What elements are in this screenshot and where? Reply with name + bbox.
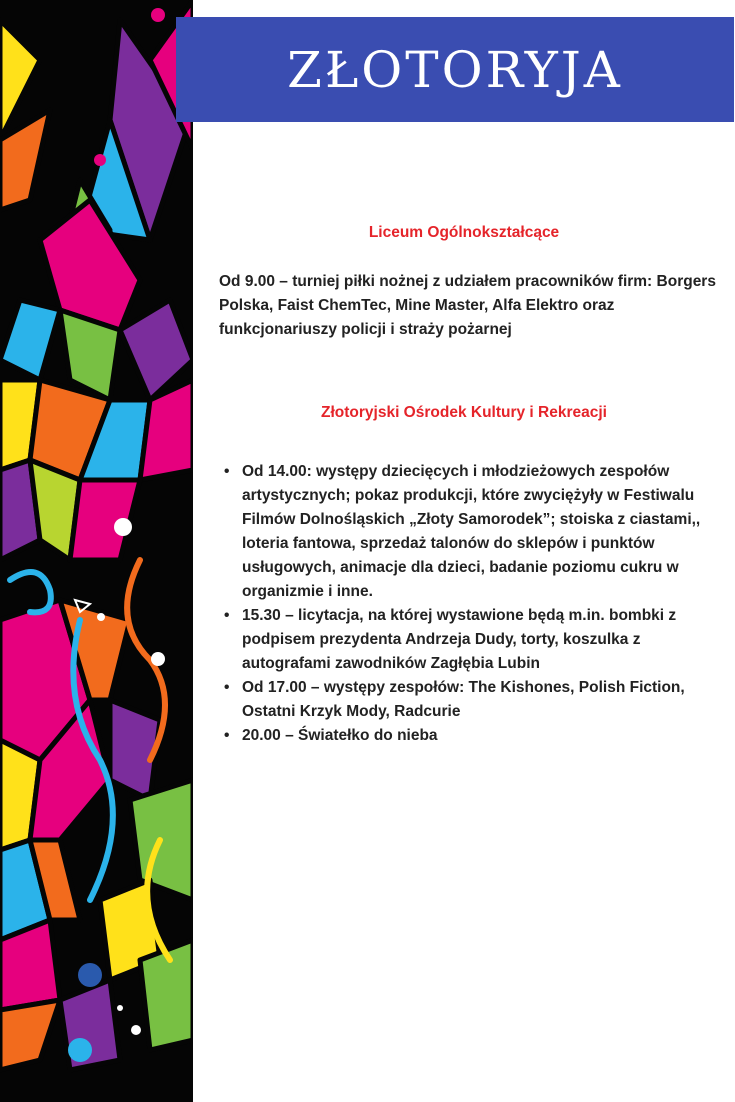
event-list xyxy=(222,460,732,748)
list-item: • 15.30 – licytacja, na której wystawione będą m.in. bombki z podpisem prezydenta Andrzeja Dudy, torty, koszulka z autografami zawodników Zagłębia Lubin xyxy=(242,604,732,676)
list-item: • 20.00 – Światełko do nieba xyxy=(242,724,732,748)
section-heading-zokir: Złotoryjski Ośrodek Kultury i Rekreacji xyxy=(321,404,607,421)
section-heading-liceum: Liceum Ogólnokształcące xyxy=(368,224,560,241)
decorative-stained-glass-art xyxy=(0,0,193,1102)
page-title: ZŁOTORYJA xyxy=(287,40,623,99)
header-banner xyxy=(176,17,734,122)
list-item: • Od 17.00 – występy zespołów: The Kishones, Polish Fiction, Ostatni Krzyk Mody, Radcurie xyxy=(242,676,732,724)
section-text-liceum: Od 9.00 – turniej piłki nożnej z udziałem pracowników firm: Borgers Polska, Faist ChemTec, Mine Master, Alfa Elektro oraz funkcjonariuszy policji i straży pożarnej xyxy=(219,273,716,338)
list-item: • Od 14.00: występy dziecięcych i młodzieżowych zespołów artystycznych; pokaz produkcji, które zwyciężyły w Festiwalu Filmów Dolnośląskich „Złoty Samorodek”; stoiska z ciastami,, loteria fantowa, sprzedaż talonów do sklepów i punktów usługowych, animacje dla dzieci, badanie poziomu cukru w organizmie i inne. xyxy=(242,460,732,604)
stained-glass-pattern xyxy=(0,0,193,1102)
